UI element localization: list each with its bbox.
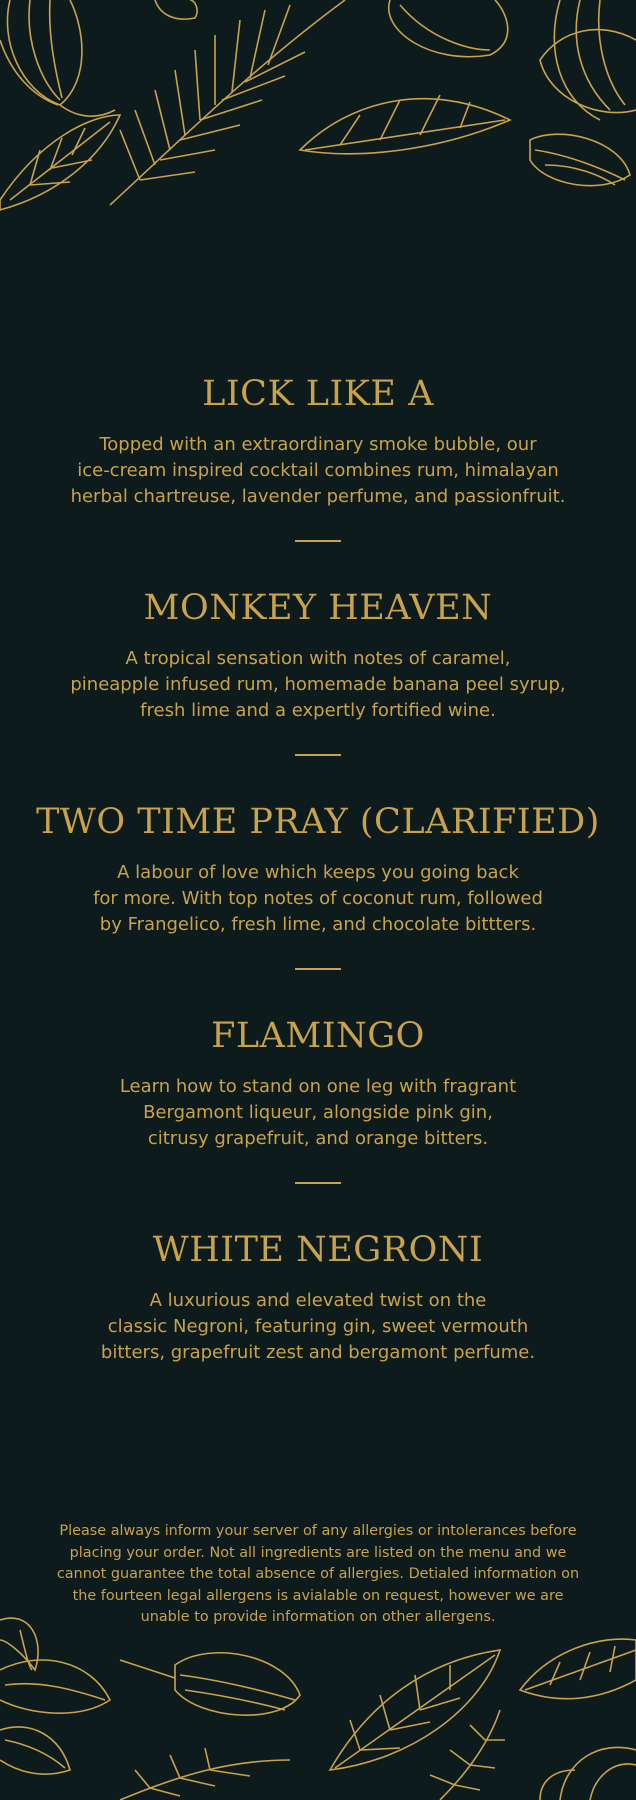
menu-item-two-time-pray	[0, 800, 636, 938]
divider	[295, 968, 341, 970]
notice-line: unable to provide information on other allergens.	[140, 1609, 496, 1625]
description-line: by Frangelico, fresh lime, and chocolate bittters.	[99, 914, 537, 935]
description-line: for more. With top notes of coconut rum, followed	[93, 888, 543, 909]
botanical-leaves-top-icon	[0, 0, 636, 215]
description-line: pineapple infused rum, homemade banana peel syrup,	[70, 674, 566, 695]
cocktail-menu	[0, 372, 636, 1366]
item-description	[0, 860, 636, 938]
item-title: FLAMINGO	[211, 1016, 425, 1056]
description-line: bitters, grapefruit zest and bergamont perfume.	[100, 1342, 536, 1363]
description-line: classic Negroni, featuring gin, sweet vermouth	[107, 1316, 529, 1337]
menu-item-flamingo	[0, 1014, 636, 1152]
item-title: MONKEY HEAVEN	[143, 588, 493, 628]
description-line: ice-cream inspired cocktail combines rum, himalayan	[77, 460, 559, 481]
item-title: WHITE NEGRONI	[152, 1230, 484, 1270]
description-line: citrusy grapefruit, and orange bitters.	[147, 1128, 489, 1149]
description-line: Topped with an extraordinary smoke bubble, our	[99, 434, 537, 455]
description-line: A luxurious and elevated twist on the	[149, 1290, 487, 1311]
menu-item-white-negroni	[0, 1228, 636, 1366]
notice-line: Please always inform your server of any allergies or intolerances before	[59, 1523, 577, 1539]
item-description	[0, 1288, 636, 1366]
description-line: Bergamont liqueur, alongside pink gin,	[143, 1102, 493, 1123]
divider	[295, 754, 341, 756]
divider	[295, 540, 341, 542]
item-description	[0, 646, 636, 724]
description-line: Learn how to stand on one leg with fragrant	[119, 1076, 517, 1097]
item-description	[0, 432, 636, 510]
botanical-leaves-bottom-icon	[0, 1610, 636, 1800]
description-line: fresh lime and a expertly fortified wine.	[140, 700, 496, 721]
notice-line: cannot guarantee the total absence of allergies. Detialed information on	[56, 1566, 580, 1582]
item-title: LICK LIKE A	[202, 374, 434, 414]
description-line: A tropical sensation with notes of caramel,	[125, 648, 511, 669]
menu-item-monkey-heaven	[0, 586, 636, 724]
item-title: TWO TIME PRAY (CLARIFIED)	[36, 802, 600, 842]
menu-item-lick-like-a	[0, 372, 636, 510]
description-line: A labour of love which keeps you going back	[117, 862, 519, 883]
notice-line: the fourteen legal allergens is avialable on request, however we are	[72, 1587, 564, 1604]
notice-line: placing your order. Not all ingredients are listed on the menu and we	[69, 1544, 567, 1561]
divider	[295, 1182, 341, 1184]
description-line: herbal chartreuse, lavender perfume, and passionfruit.	[70, 486, 566, 507]
item-description	[0, 1074, 636, 1152]
